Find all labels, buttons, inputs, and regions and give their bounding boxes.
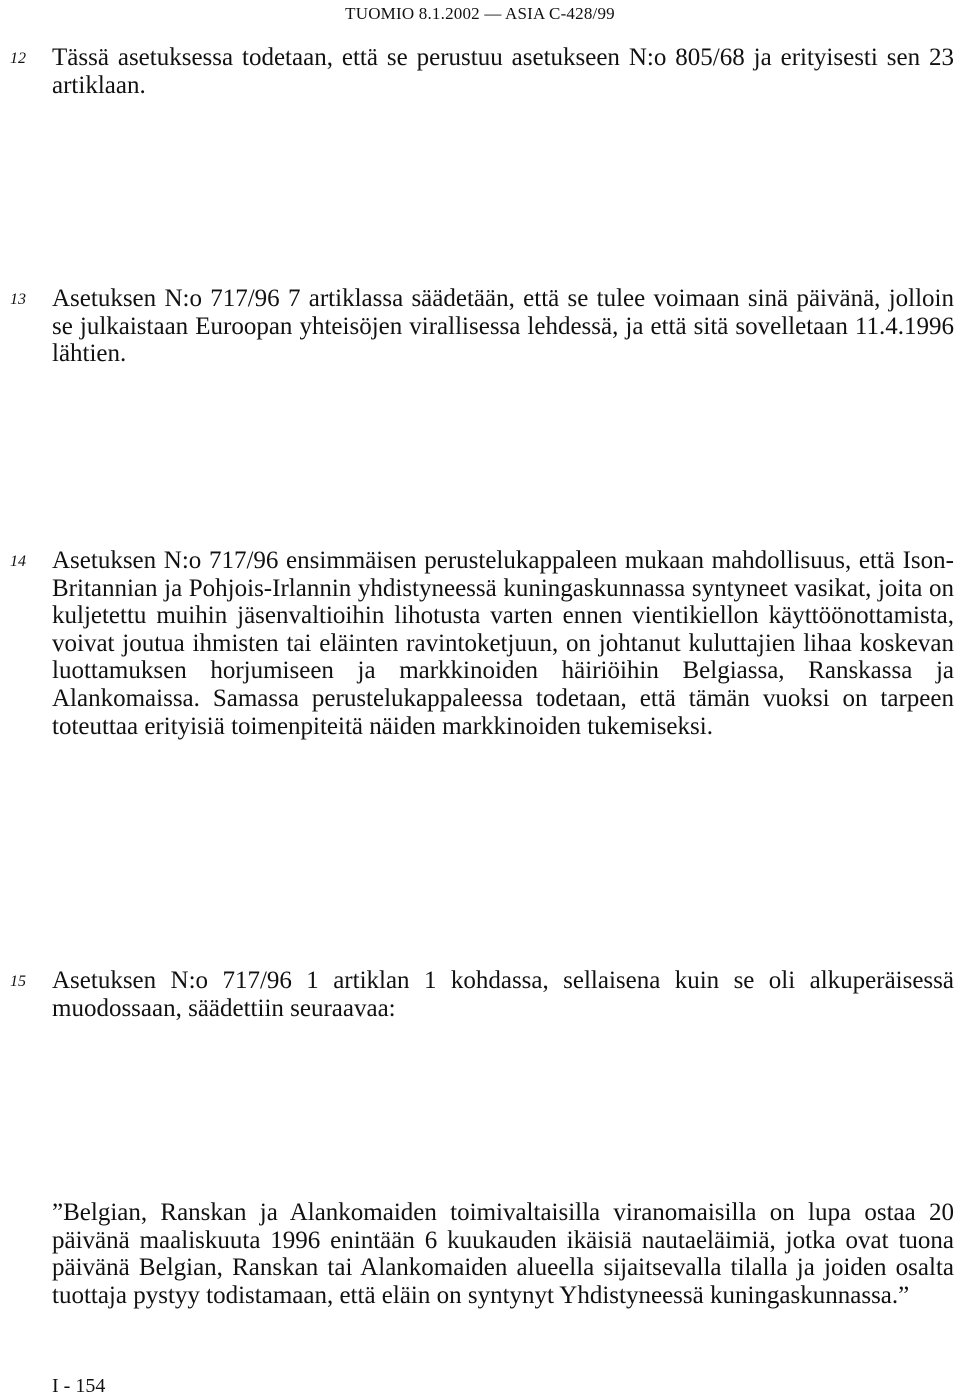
paragraph-text: Asetuksen N:o 717/96 7 artiklassa säädetään, että se tulee voimaan sinä päivänä, jolloin se julkaistaan Euroopan yhteisöjen virallisessa lehdessä, ja että sitä sovelletaan 11.4.1996 lähtien.	[52, 285, 954, 368]
paragraph-14	[10, 547, 954, 740]
paragraph-number: 13	[10, 291, 26, 308]
page-number: I - 154	[52, 1375, 106, 1397]
paragraph-text: Asetuksen N:o 717/96 1 artiklan 1 kohdassa, sellaisena kuin se oli alkuperäisessä muodossaan, säädettiin seuraavaa:	[52, 967, 954, 1022]
paragraph-number: 12	[10, 50, 26, 67]
paragraph-text: Tässä asetuksessa todetaan, että se perustuu asetukseen N:o 805/68 ja erityisesti sen 23 artiklaan.	[52, 44, 954, 99]
paragraph-12	[10, 44, 954, 99]
paragraph-13	[10, 285, 954, 368]
paragraph-text: Asetuksen N:o 717/96 ensimmäisen perustelukappaleen mukaan mahdollisuus, että Ison-Britannian ja Pohjois-Irlannin yhdistyneessä kuningaskunnassa syntyneet vasikat, joita on kuljetettu muihin jäsenvaltioihin lihotusta varten ennen vientikiellon käyttöönottamista, voivat joutua ihmisten tai eläinten ravintoketjuun, on johtanut kuluttajien lihaa koskevan luottamuksen horjumiseen ja markkinoiden häiriöihin Belgiassa, Ranskassa ja Alankomaissa. Samassa perustelukappaleessa todetaan, että tämän vuoksi on tarpeen toteuttaa erityisiä toimenpiteitä näiden markkinoiden tukemiseksi.	[52, 547, 954, 740]
paragraph-number: 14	[10, 553, 26, 570]
running-header: TUOMIO 8.1.2002 — ASIA C-428/99	[345, 4, 615, 23]
paragraph-number: 15	[10, 973, 26, 990]
paragraph-15	[10, 967, 954, 1022]
quoted-regulation-text: ”Belgian, Ranskan ja Alankomaiden toimivaltaisilla viranomaisilla on lupa ostaa 20 päivänä maaliskuuta 1996 enintään 6 kuukauden ikäisiä nautaeläimiä, jotka ovat tuona päivänä Belgian, Ranskan tai Alankomaiden alueella sijaitsevalla tilalla ja joiden osalta tuottaja pystyy todistamaan, että eläin on syntynyt Yhdistyneessä kuningaskunnassa.”	[52, 1199, 954, 1309]
